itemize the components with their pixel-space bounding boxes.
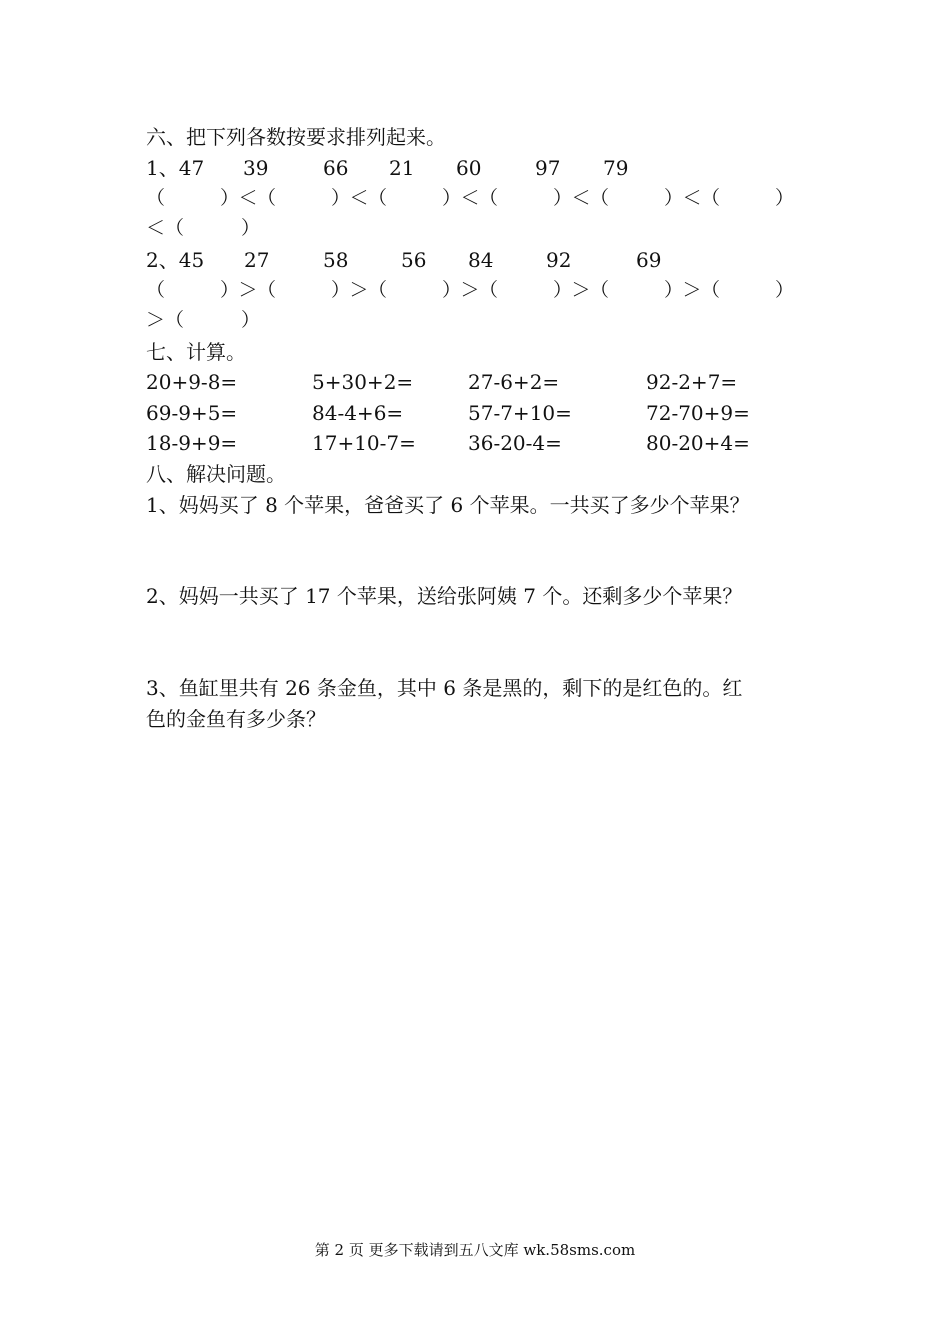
page-footer: 第 2 页 更多下载请到五八文库 wk.58sms.com (314, 1241, 636, 1259)
q2-number: 84 (468, 248, 494, 272)
calc-item: 36-20-4= (468, 431, 562, 455)
calc-item: 80-20+4= (646, 431, 750, 455)
calc-item: 20+9-8= (146, 370, 238, 394)
q2-number: 69 (636, 248, 662, 272)
calc-item: 84-4+6= (312, 401, 404, 425)
calc-item: 69-9+5= (146, 401, 238, 425)
problem-3-line-1: 3、鱼缸里共有 26 条金鱼，其中 6 条是黑的，剩下的是红色的。红 (146, 676, 743, 700)
q1-blanks-last: ＜（ ） (146, 217, 261, 239)
q1-label: 1、47 (146, 156, 205, 180)
section-7-title: 七、计算。 (146, 340, 246, 364)
q1-number: 97 (535, 156, 561, 180)
q2-number: 56 (401, 248, 427, 272)
problem-2: 2、妈妈一共买了 17 个苹果，送给张阿姨 7 个。还剩多少个苹果？ (146, 584, 743, 608)
problem-3-line-2: 色的金鱼有多少条？ (146, 707, 326, 731)
calc-item: 17+10-7= (312, 431, 416, 455)
q1-number: 60 (456, 156, 482, 180)
q2-blanks-line: （ ）＞（ ）＞（ ）＞（ ）＞（ ）＞（ ） (146, 279, 794, 301)
q1-blanks-line: （ ）＜（ ）＜（ ）＜（ ）＜（ ）＜（ ） (146, 187, 794, 209)
q2-number: 27 (244, 248, 270, 272)
calc-item: 92-2+7= (646, 370, 738, 394)
calc-item: 5+30+2= (312, 370, 414, 394)
q1-number: 79 (603, 156, 629, 180)
section-8-title: 八、解决问题。 (146, 462, 286, 486)
q1-number: 39 (243, 156, 269, 180)
section-6-title: 六、把下列各数按要求排列起来。 (146, 125, 446, 149)
calc-item: 27-6+2= (468, 370, 560, 394)
q2-label: 2、45 (146, 248, 205, 272)
q1-number: 66 (323, 156, 349, 180)
q2-number: 58 (323, 248, 349, 272)
problem-1: 1、妈妈买了 8 个苹果，爸爸买了 6 个苹果。一共买了多少个苹果？ (146, 493, 750, 517)
q2-number: 92 (546, 248, 572, 272)
calc-item: 57-7+10= (468, 401, 572, 425)
q2-blanks-last: ＞（ ） (146, 309, 261, 331)
calc-item: 18-9+9= (146, 431, 238, 455)
calc-item: 72-70+9= (646, 401, 750, 425)
q1-number: 21 (389, 156, 415, 180)
